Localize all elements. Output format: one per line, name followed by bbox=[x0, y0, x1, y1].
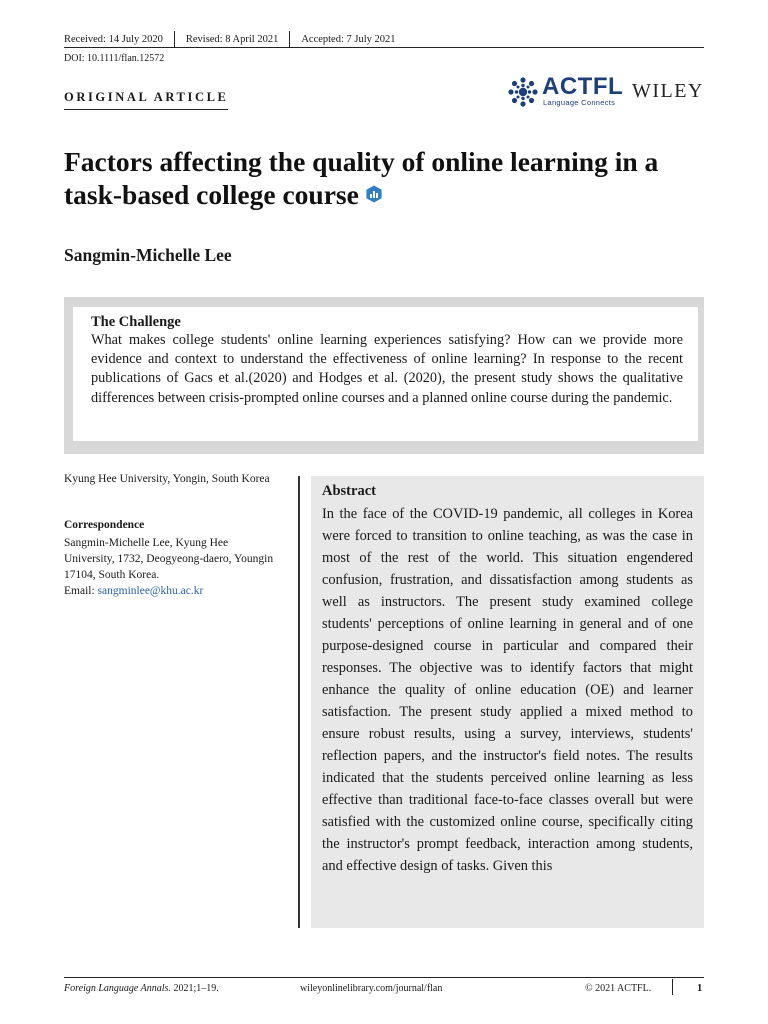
author-name: Sangmin-Michelle Lee bbox=[64, 245, 232, 265]
wiley-logo: WILEY bbox=[632, 80, 704, 102]
abstract-heading: Abstract bbox=[322, 483, 376, 499]
open-data-badge-icon[interactable] bbox=[365, 185, 383, 203]
column-divider bbox=[298, 476, 300, 928]
actfl-emblem-icon bbox=[507, 76, 539, 108]
actfl-wordmark: ACTFL bbox=[542, 73, 624, 100]
article-type: ORIGINAL ARTICLE bbox=[64, 90, 228, 110]
challenge-box bbox=[64, 297, 704, 454]
challenge-heading: The Challenge bbox=[91, 314, 181, 330]
date-separator bbox=[174, 31, 175, 48]
revised-date: Revised: 8 April 2021 bbox=[185, 34, 279, 45]
journal-name: Foreign Language Annals. bbox=[64, 983, 171, 994]
journal-url[interactable]: wileyonlinelibrary.com/journal/flan bbox=[300, 983, 443, 994]
abstract-box bbox=[311, 476, 704, 928]
article-title bbox=[64, 145, 704, 211]
actfl-logo bbox=[507, 74, 627, 110]
author-affiliation: Kyung Hee University, Yongin, South Korea bbox=[64, 473, 270, 485]
footer-rule bbox=[64, 977, 704, 978]
journal-citation: 2021;1–19. bbox=[170, 983, 219, 994]
received-date: Received: 14 July 2020 bbox=[64, 34, 163, 45]
page-number: 1 bbox=[697, 983, 703, 994]
copyright: © 2021 ACTFL. bbox=[585, 983, 652, 994]
abstract-text: In the face of the COVID-19 pandemic, all colleges in Korea were forced to transition to online teaching, as was the case in most of the rest of the world. This situation engendered confusion, frustration, and dissatisfaction among students as well as instructors. The present study examined college students' perceptions of online learning in general and of one purpose-designed course in particular and compared their responses. The objective was to identify factors that might enhance the quality of online education (OE) and learner satisfaction. The present study applied a mixed method to ensure robust results, using a survey, interviews, students' reflection papers, and the instructor's field notes. The results indicated that the students perceived online learning as less effective than traditional face-to-face classes overall but were satisfied with the customized online course, specifically citing the instructor's prompt feedback, interaction among students, and effective design of tasks. Given this bbox=[322, 506, 693, 874]
doi: DOI: 10.1111/flan.12572 bbox=[64, 53, 165, 64]
article-title-text: Factors affecting the quality of online learning in a task-based college course bbox=[64, 146, 659, 210]
email-link[interactable]: sangminlee@khu.ac.kr bbox=[97, 585, 204, 597]
correspondence-heading: Correspondence bbox=[64, 519, 145, 531]
email-label: Email: bbox=[64, 585, 95, 597]
challenge-text: What makes college students' online learning experiences satisfying? How can we provide more evidence and context to understand the effectiveness of online learning? In response to the recent publications of Gacs et al.(2020) and Hodges et al. (2020), the present study shows the qualitative differences between crisis-prompted online courses and a planned online course during the pandemic. bbox=[91, 332, 683, 406]
challenge-panel bbox=[73, 307, 698, 441]
accepted-date: Accepted: 7 July 2021 bbox=[301, 34, 396, 45]
header-rule bbox=[64, 47, 704, 48]
actfl-tagline: Language Connects bbox=[543, 98, 616, 107]
publication-dates bbox=[64, 31, 396, 48]
correspondence-address: Sangmin-Michelle Lee, Kyung Hee University, 1732, Deogyeong-daero, Youngin 17104, South Korea. bbox=[64, 537, 274, 581]
footer-separator bbox=[672, 979, 673, 995]
correspondence-email bbox=[64, 583, 203, 599]
footer-citation bbox=[64, 983, 219, 994]
date-separator bbox=[289, 31, 290, 48]
